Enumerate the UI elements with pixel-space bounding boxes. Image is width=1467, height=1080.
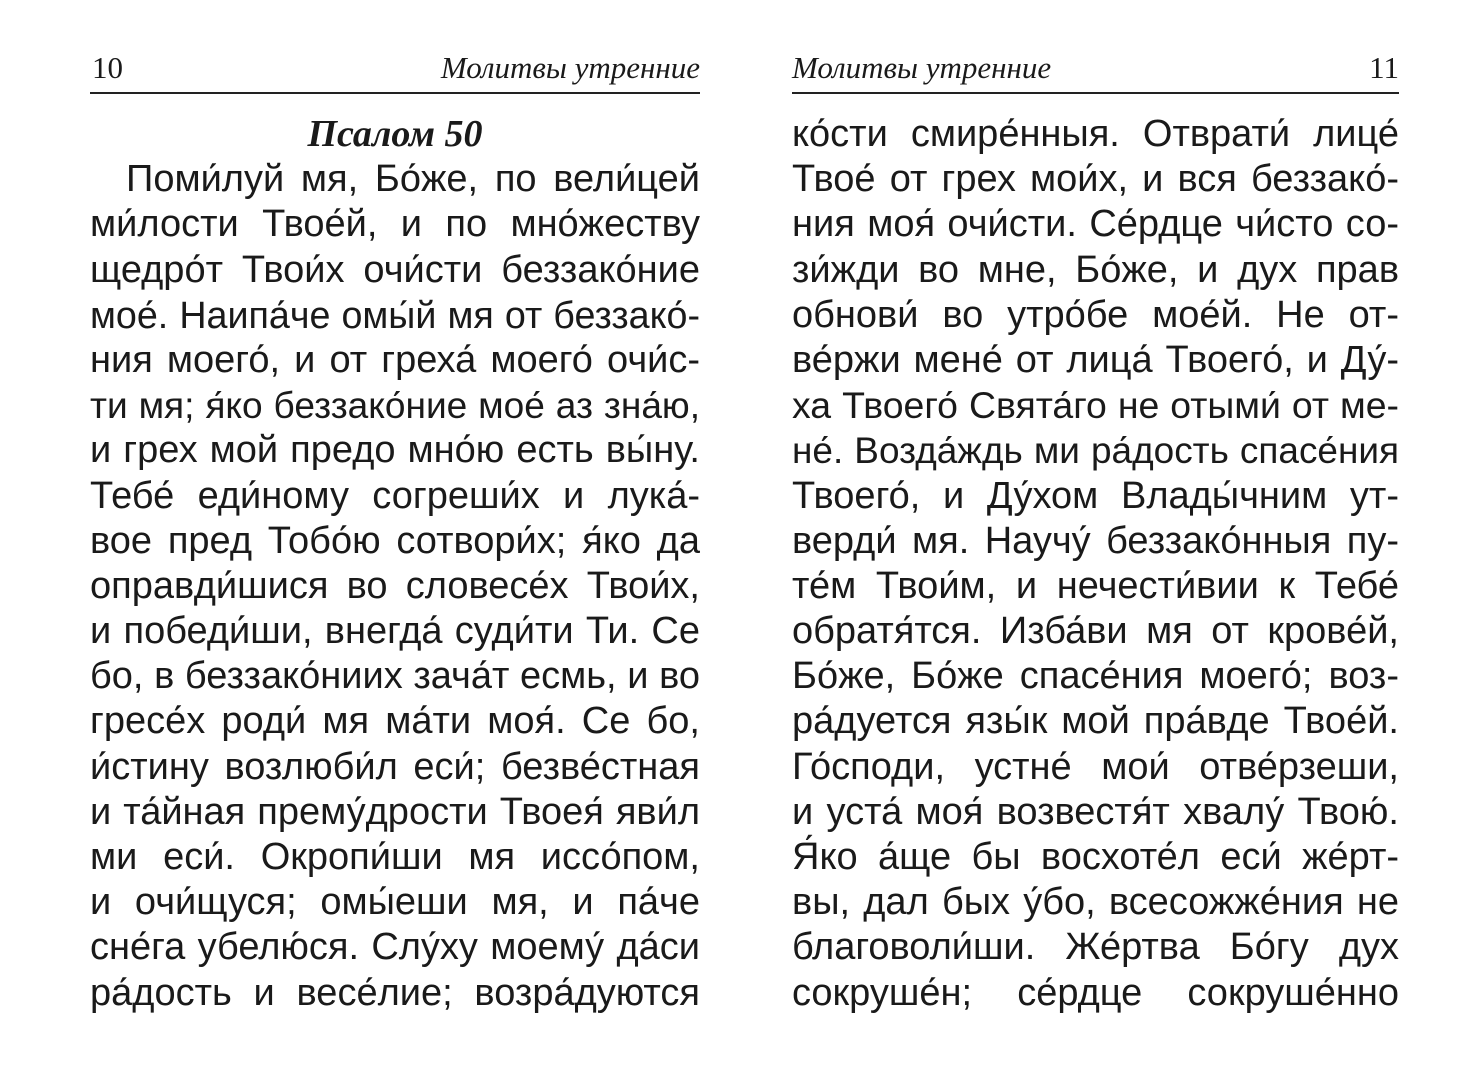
left-running-head: [90, 48, 700, 94]
left-page-number: 10: [92, 50, 123, 85]
text-line: ния моего́, и от греха́ моего́ очи́с-: [90, 338, 700, 381]
right-body-text: [792, 112, 1399, 1016]
text-line: те́м Твои́м, и нечести́вии к Тебе́: [792, 564, 1399, 607]
text-line: и очи́щуся; омы́еши мя, и па́че: [90, 881, 700, 924]
text-line: и́стину возлюби́л еси́; безве́стная: [90, 745, 700, 788]
text-line: и та́йная прему́дрости Твоея́ яви́л: [90, 790, 700, 833]
right-running-title: Молитвы утренние: [792, 50, 1052, 85]
text-line: и уста́ моя́ возвестя́т хвалу́ Твою́.: [792, 790, 1399, 833]
text-line: обратя́тся. Изба́ви мя от крове́й,: [792, 610, 1399, 653]
text-line: и победи́ши, внегда́ суди́ти Ти. Се: [90, 610, 700, 653]
text-line: Бо́же, Бо́же спасе́ния моего́; воз-: [792, 655, 1399, 698]
text-line: Поми́луй мя, Бо́же, по вели́цей: [126, 158, 700, 201]
text-line: ра́дуется язы́к мой пра́вде Твое́й.: [792, 700, 1399, 743]
text-line: ко́сти смире́нныя. Отврати́ лице́: [792, 113, 1399, 155]
right-page: [792, 0, 1399, 1080]
left-page: [90, 0, 700, 1080]
left-running-title: Молитвы утренние: [440, 50, 700, 85]
text-line: мое́. Наипа́че омы́й мя от беззако́-: [90, 293, 700, 336]
text-line: ми́лости Твое́й, и по мно́жеству: [90, 203, 700, 246]
text-line: благоволи́ши. Же́ртва Бо́гу дух: [792, 926, 1399, 969]
text-line: сокруше́н; се́рдце сокруше́нно: [792, 971, 1399, 1014]
text-line: ния моя́ очи́сти. Се́рдце чи́сто со-: [792, 203, 1399, 246]
text-line: сне́га убелю́ся. Слу́ху моему́ да́си: [90, 926, 700, 969]
text-line: ра́дость и весе́лие; возра́дуются: [90, 971, 700, 1014]
text-line: щедро́т Твои́х очи́сти беззако́ние: [90, 248, 700, 291]
text-line: зи́жди во мне, Бо́же, и дух прав: [792, 248, 1399, 291]
text-line: гресе́х роди́ мя ма́ти моя́. Се бо,: [90, 700, 700, 743]
text-line: вое пред Тобо́ю сотвори́х; я́ко да: [90, 519, 700, 562]
text-line: верди́ мя. Научу́ беззако́нныя пу-: [792, 519, 1399, 562]
text-line: вы, дал бых у́бо, всесожже́ния не: [792, 881, 1399, 924]
text-line: Тебе́ еди́ному согреши́х и лука́-: [90, 474, 700, 517]
right-page-number: 11: [1369, 50, 1399, 85]
left-body-text: [90, 112, 700, 1016]
text-line: ве́ржи мене́ от лица́ Твоего́, и Ду́-: [792, 338, 1399, 381]
right-running-head: [792, 48, 1399, 94]
text-line: ха Твоего́ Свята́го не отыми́ от ме-: [792, 384, 1399, 427]
text-line: ми еси́. Окропи́ши мя иссо́пом,: [90, 836, 700, 878]
text-line: Твое́ от грех мои́х, и вся беззако́-: [792, 158, 1399, 201]
text-line: оправди́шися во словесе́х Твои́х,: [90, 564, 700, 607]
text-line: Твоего́, и Ду́хом Влады́чним ут-: [792, 474, 1399, 517]
text-line: Я́ко а́ще бы восхоте́л еси́ же́рт-: [792, 836, 1399, 878]
text-line: Го́споди, устне́ мои́ отве́рзеши,: [792, 745, 1399, 788]
text-line: ти мя; я́ко беззако́ние мое́ аз зна́ю,: [90, 384, 700, 427]
text-line: бо, в беззако́ниих зача́т есмь, и во: [90, 655, 700, 698]
text-line: и грех мой предо мно́ю есть вы́ну.: [90, 429, 700, 472]
psalm-title: Псалом 50: [307, 113, 483, 155]
text-line: обнови́ во утро́бе мое́й. Не от-: [792, 293, 1399, 336]
text-line: не́. Возда́ждь ми ра́дость спасе́ния: [792, 430, 1399, 472]
